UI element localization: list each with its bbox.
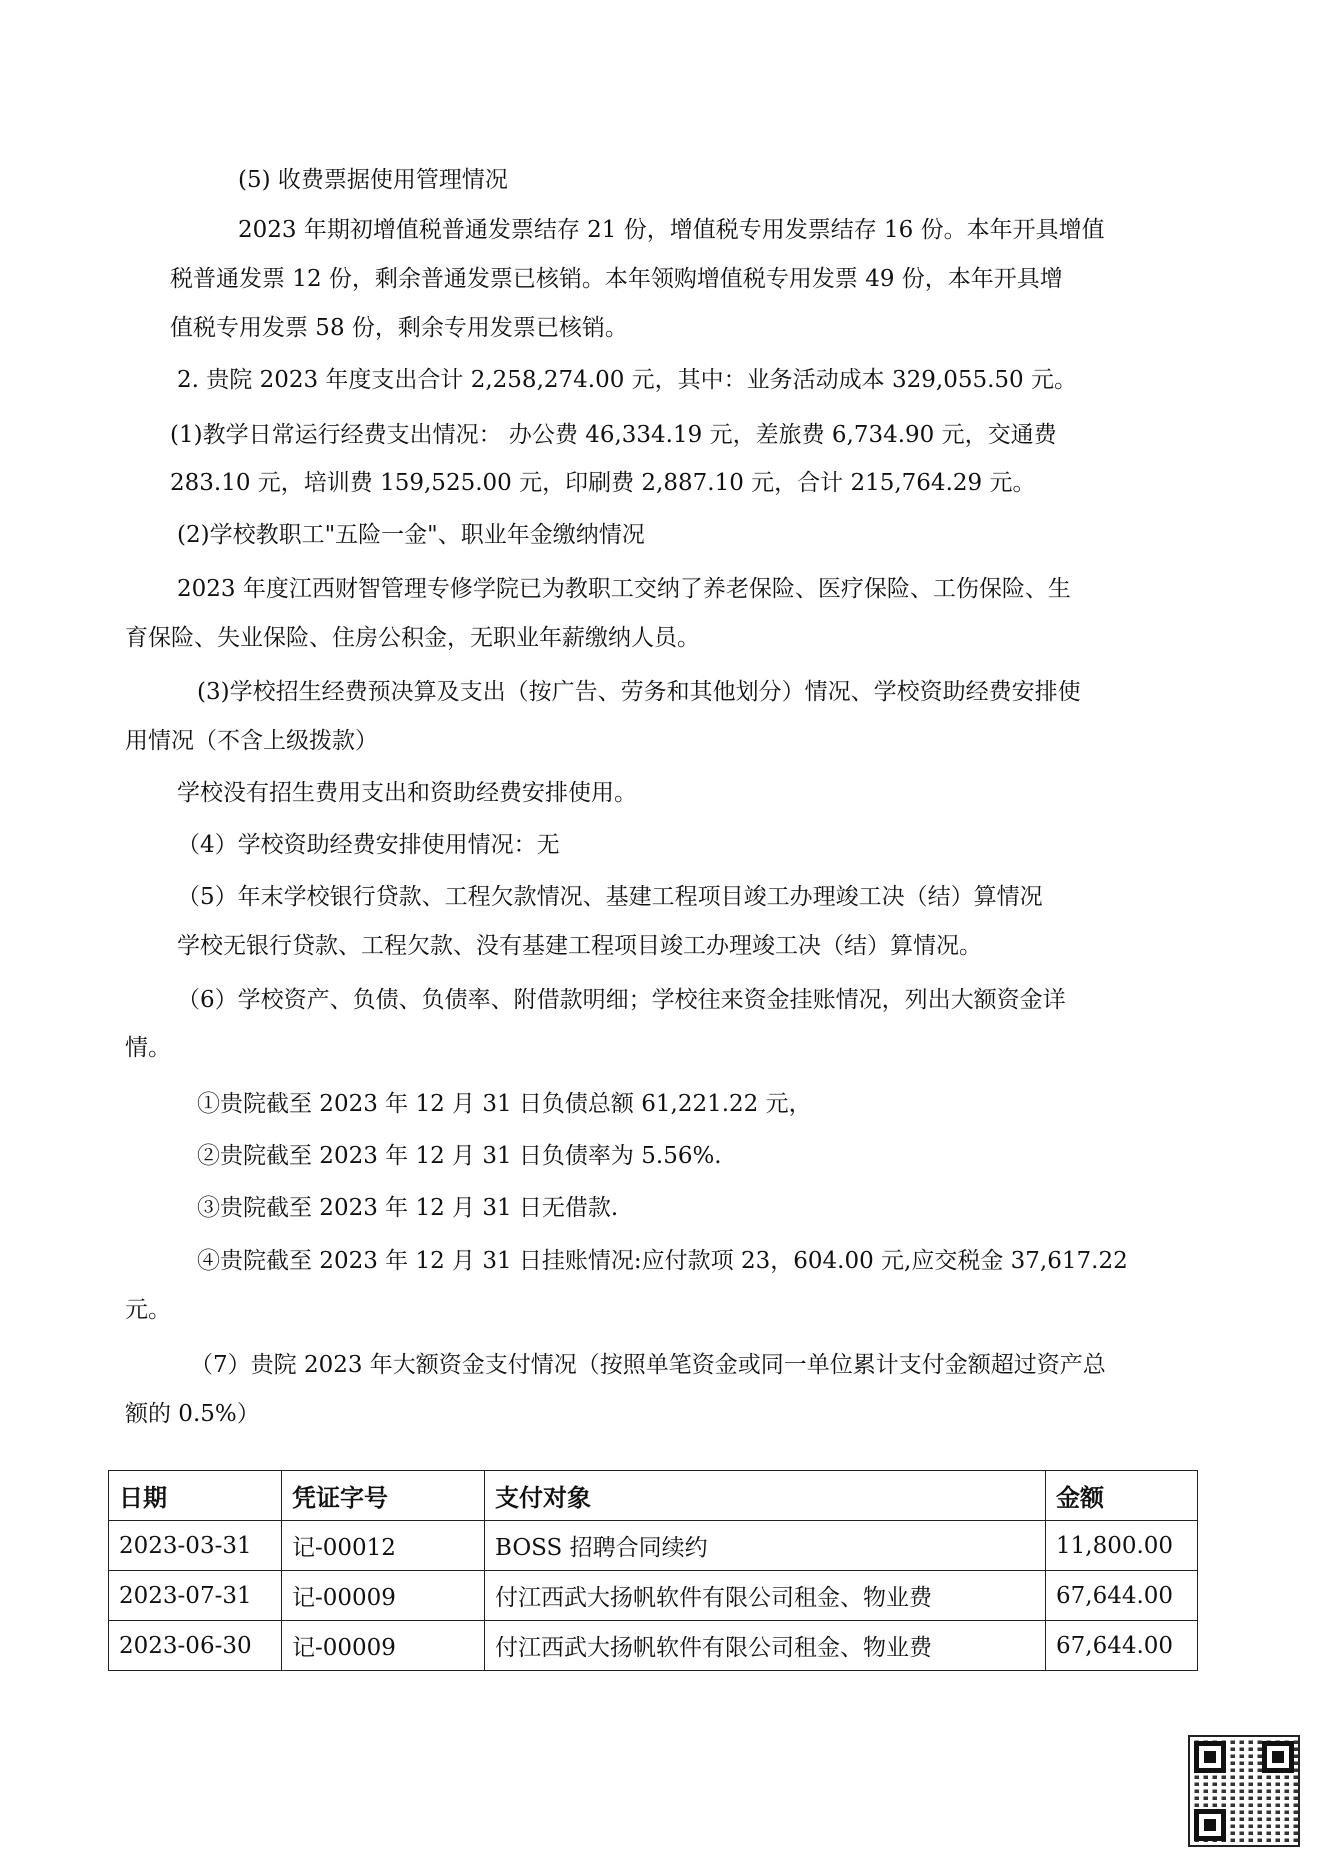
payment-table: [108, 1470, 1198, 1671]
table-row: [109, 1621, 1198, 1671]
cell-payee: 付江西武大扬帆软件有限公司租金、物业费: [485, 1621, 1046, 1671]
paragraph-line: ②贵院截至 2023 年 12 月 31 日负债率为 5.56%.: [197, 1143, 722, 1169]
cell-voucher: 记-00012: [282, 1521, 485, 1571]
cell-amount: 67,644.00: [1046, 1571, 1198, 1621]
column-header-amount: 金额: [1046, 1471, 1198, 1521]
column-header-date: 日期: [109, 1471, 282, 1521]
qr-finder-pattern: [1194, 1741, 1226, 1773]
cell-payee: BOSS 招聘合同续约: [485, 1521, 1046, 1571]
paragraph-line: 情。: [125, 1035, 171, 1061]
cell-payee: 付江西武大扬帆软件有限公司租金、物业费: [485, 1571, 1046, 1621]
paragraph-line: ④贵院截至 2023 年 12 月 31 日挂账情况:应付款项 23，604.00 元,应交税金 37,617.22: [197, 1248, 1128, 1274]
paragraph-line: (3)学校招生经费预决算及支出（按广告、劳务和其他划分）情况、学校资助经费安排使: [197, 679, 1081, 705]
paragraph-line: 额的 0.5%）: [125, 1401, 260, 1427]
paragraph-line: ③贵院截至 2023 年 12 月 31 日无借款.: [197, 1195, 619, 1221]
column-header-payee: 支付对象: [485, 1471, 1046, 1521]
column-header-voucher: 凭证字号: [282, 1471, 485, 1521]
paragraph-line: 2023 年期初增值税普通发票结存 21 份，增值税专用发票结存 16 份。本年开具增值: [238, 217, 1105, 243]
section-heading: (5) 收费票据使用管理情况: [238, 167, 508, 193]
paragraph-line: 2. 贵院 2023 年度支出合计 2,258,274.00 元，其中：业务活动成本 329,055.50 元。: [177, 367, 1077, 393]
paragraph-line: 元。: [125, 1297, 171, 1323]
paragraph-line: 2023 年度江西财智管理专修学院已为教职工交纳了养老保险、医疗保险、工伤保险、生: [177, 576, 1071, 602]
qr-code-icon: [1188, 1735, 1300, 1847]
paragraph-line: 283.10 元，培训费 159,525.00 元，印刷费 2,887.10 元，合计 215,764.29 元。: [170, 470, 1036, 496]
paragraph-line: 税普通发票 12 份，剩余普通发票已核销。本年领购增值税专用发票 49 份，本年开具增: [170, 266, 1063, 292]
cell-voucher: 记-00009: [282, 1621, 485, 1671]
table-row: [109, 1571, 1198, 1621]
paragraph-line: （7）贵院 2023 年大额资金支付情况（按照单笔资金或同一单位累计支付金额超过资产总: [190, 1352, 1106, 1378]
table-header-row: [109, 1471, 1198, 1521]
paragraph-line: (1)教学日常运行经费支出情况： 办公费 46,334.19 元，差旅费 6,734.90 元，交通费: [170, 422, 1057, 448]
paragraph-line: 学校无银行贷款、工程欠款、没有基建工程项目竣工办理竣工决（结）算情况。: [177, 933, 982, 959]
cell-voucher: 记-00009: [282, 1571, 485, 1621]
paragraph-line: （5）年末学校银行贷款、工程欠款情况、基建工程项目竣工办理竣工决（结）算情况: [177, 884, 1043, 910]
cell-amount: 11,800.00: [1046, 1521, 1198, 1571]
paragraph-line: 值税专用发票 58 份，剩余专用发票已核销。: [170, 315, 628, 341]
paragraph-line: 育保险、失业保险、住房公积金，无职业年薪缴纳人员。: [125, 625, 700, 651]
paragraph-line: (2)学校教职工"五险一金"、职业年金缴纳情况: [177, 522, 645, 548]
cell-date: 2023-07-31: [109, 1571, 282, 1621]
qr-finder-pattern: [1194, 1809, 1226, 1841]
paragraph-line: （6）学校资产、负债、负债率、附借款明细；学校往来资金挂账情况，列出大额资金详: [177, 987, 1066, 1013]
cell-date: 2023-06-30: [109, 1621, 282, 1671]
qr-finder-pattern: [1262, 1741, 1294, 1773]
paragraph-line: 用情况（不含上级拨款）: [125, 728, 378, 754]
cell-date: 2023-03-31: [109, 1521, 282, 1571]
paragraph-line: 学校没有招生费用支出和资助经费安排使用。: [177, 780, 637, 806]
paragraph-line: ①贵院截至 2023 年 12 月 31 日负债总额 61,221.22 元，: [197, 1091, 812, 1117]
cell-amount: 67,644.00: [1046, 1621, 1198, 1671]
paragraph-line: （4）学校资助经费安排使用情况：无: [177, 832, 560, 858]
table-row: [109, 1521, 1198, 1571]
